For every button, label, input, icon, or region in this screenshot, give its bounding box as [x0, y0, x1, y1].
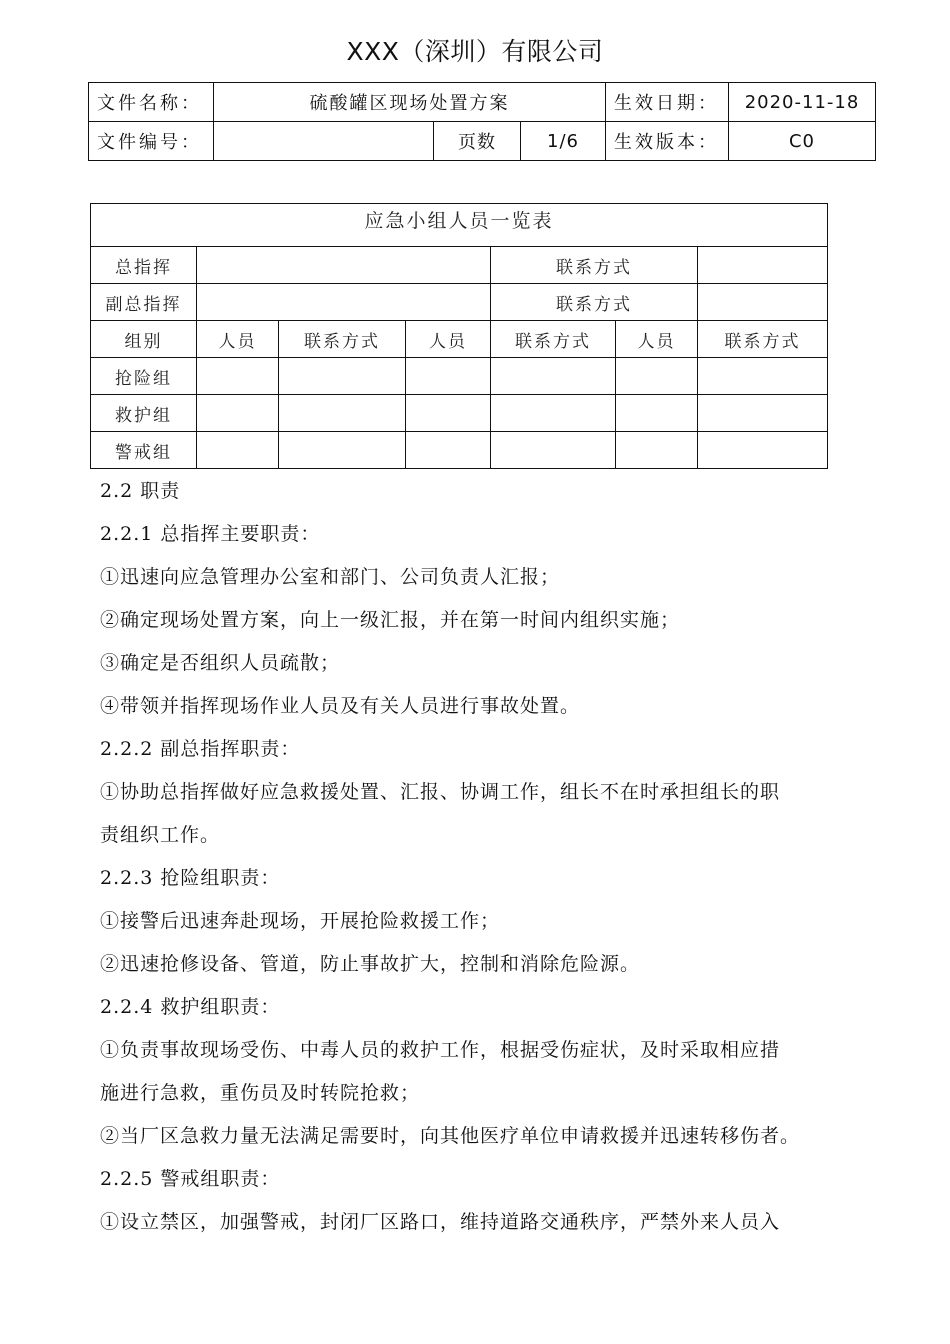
group-column-header: 组别 [91, 321, 197, 358]
subsection-heading: 2.2.5 警戒组职责： [100, 1168, 281, 1190]
paragraph: ①迅速向应急管理办公室和部门、公司负责人汇报； [100, 566, 561, 588]
cell [197, 358, 279, 395]
table-row [91, 358, 828, 395]
table-row [91, 432, 828, 469]
subsection-heading: 2.2.2 副总指挥职责： [100, 738, 301, 760]
commander-contact-label: 联系方式 [491, 247, 698, 284]
cell [616, 432, 698, 469]
version-value: C0 [729, 122, 876, 161]
paragraph: 责组织工作。 [100, 824, 221, 846]
cell [491, 432, 616, 469]
deputy-contact-label: 联系方式 [491, 284, 698, 321]
pages-label: 页数 [434, 122, 521, 161]
cell [616, 358, 698, 395]
paragraph: ②确定现场处置方案，向上一级汇报，并在第一时间内组织实施； [100, 609, 681, 631]
responsibilities-section [100, 470, 870, 1244]
cell [491, 395, 616, 432]
paragraph: ①设立禁区，加强警戒，封闭厂区路口，维持道路交通秩序，严禁外来人员入 [100, 1211, 781, 1233]
cell [491, 358, 616, 395]
paragraph: ②迅速抢修设备、管道，防止事故扩大，控制和消除危险源。 [100, 953, 641, 975]
cell [197, 432, 279, 469]
cell [698, 432, 828, 469]
emergency-team-table [90, 203, 828, 469]
file-name-value: 硫酸罐区现场处置方案 [214, 83, 606, 122]
paragraph: ②当厂区急救力量无法满足需要时，向其他医疗单位申请救援并迅速转移伤者。 [100, 1125, 801, 1147]
cell [698, 358, 828, 395]
effective-date-label: 生效日期： [606, 83, 729, 122]
paragraph: ①负责事故现场受伤、中毒人员的救护工作，根据受伤症状，及时采取相应措 [100, 1039, 781, 1061]
file-no-label: 文件编号： [89, 122, 214, 161]
file-name-label: 文件名称： [89, 83, 214, 122]
version-label: 生效版本： [606, 122, 729, 161]
section-heading: 2.2 职责 [100, 480, 181, 502]
deputy-name-cell [197, 284, 491, 321]
paragraph: ①协助总指挥做好应急救援处置、汇报、协调工作，组长不在时承担组长的职 [100, 781, 781, 803]
paragraph: ①接警后迅速奔赴现场，开展抢险救援工作； [100, 910, 501, 932]
member-column-header: 人员 [197, 321, 279, 358]
file-no-value [214, 122, 434, 161]
document-title: XXX（深圳）有限公司 [346, 37, 604, 66]
team-table-caption: 应急小组人员一览表 [91, 204, 828, 247]
cell [279, 432, 406, 469]
paragraph: ③确定是否组织人员疏散； [100, 652, 341, 674]
cell [406, 358, 491, 395]
table-row [91, 395, 828, 432]
cell [406, 432, 491, 469]
cell [698, 395, 828, 432]
group-name: 救护组 [91, 395, 197, 432]
document-header-table [88, 82, 876, 161]
cell [279, 395, 406, 432]
group-name: 警戒组 [91, 432, 197, 469]
commander-contact-cell [698, 247, 828, 284]
group-name: 抢险组 [91, 358, 197, 395]
paragraph: 施进行急救，重伤员及时转院抢救； [100, 1082, 421, 1104]
cell [197, 395, 279, 432]
deputy-contact-cell [698, 284, 828, 321]
pages-value: 1/6 [521, 122, 606, 161]
subsection-heading: 2.2.1 总指挥主要职责： [100, 523, 321, 545]
deputy-commander-label: 副总指挥 [91, 284, 197, 321]
subsection-heading: 2.2.3 抢险组职责： [100, 867, 281, 889]
contact-column-header: 联系方式 [698, 321, 828, 358]
cell [616, 395, 698, 432]
paragraph: ④带领并指挥现场作业人员及有关人员进行事故处置。 [100, 695, 581, 717]
member-column-header: 人员 [406, 321, 491, 358]
contact-column-header: 联系方式 [279, 321, 406, 358]
commander-name-cell [197, 247, 491, 284]
cell [406, 395, 491, 432]
commander-label: 总指挥 [91, 247, 197, 284]
cell [279, 358, 406, 395]
member-column-header: 人员 [616, 321, 698, 358]
subsection-heading: 2.2.4 救护组职责： [100, 996, 281, 1018]
effective-date-value: 2020-11-18 [729, 83, 876, 122]
contact-column-header: 联系方式 [491, 321, 616, 358]
